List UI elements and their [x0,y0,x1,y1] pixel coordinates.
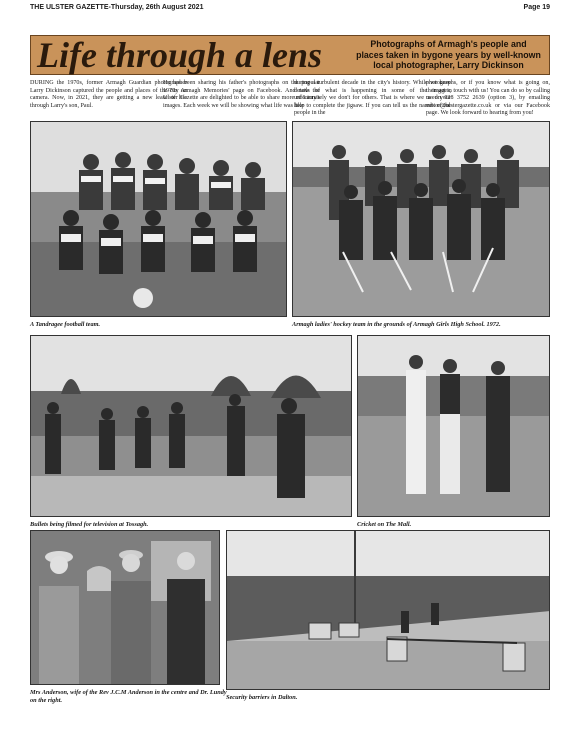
photo-cricket [357,335,550,517]
article-text: photographs, or if you know what is going on, then get in touch with us! You can do so by calling us on 028 3752 2639 (option 3), by emailing editor@ulstergazette.co.uk or via our Facebook page. We look forward to hearing from you! [426,80,550,117]
photo-mrs-anderson [30,530,220,685]
feature-banner [30,35,550,75]
caption-photo-4: Cricket on The Mall. [357,521,412,528]
article-column-4 [426,80,550,118]
photo-hockey-team [292,121,550,317]
photo-security-barriers [226,530,550,690]
photo-filming-bullets [30,335,352,517]
article-text: DURING the 1970s, former Armagh Guardian photographer Larry Dickinson captured the people and places of the city on camera. Now, in 2021, they are getting a new lease of life through Larry's son, Paul. [30,80,187,109]
photo-football-team [30,121,287,317]
article-text: during a turbulent decade in the city's history. While we have details of what is happening in some of the images, unfortunately we don't for others. That is where we need your help to complete the jigsaw. If you can tell us the names of the people in the [294,80,451,117]
caption-photo-3: Bullets being filmed for television at Tossagh. [30,521,149,528]
caption-photo-2: Armagh ladies' hockey team in the grounds of Armagh Girls High School. 1972. [292,321,501,328]
page-header [30,4,550,14]
feature-title: Life through a lens [37,35,323,75]
feature-subtitle: Photographs of Armagh's people and places taken in bygone years by well-known local photographer, Larry Dickinson [356,39,541,71]
newspaper-dateline: THE ULSTER GAZETTE-Thursday, 26th August 2021 [30,4,204,11]
caption-photo-6: Security barriers in Dalton. [226,694,298,701]
page-number: Page 19 [523,4,550,11]
caption-photo-1: A Tandragee football team. [30,321,101,328]
article-text: He has been sharing his father's photographs on the popular 1970s Armagh Memories' page on Facebook. And now the Ulster Gazette are delighted to be able to share more of Larry's images. Each week we will be showing what life was like [163,80,320,109]
caption-photo-5: Mrs Anderson, wife of the Rev J.C.M Anderson in the centre and Dr. Lundy on the right. [30,689,227,704]
